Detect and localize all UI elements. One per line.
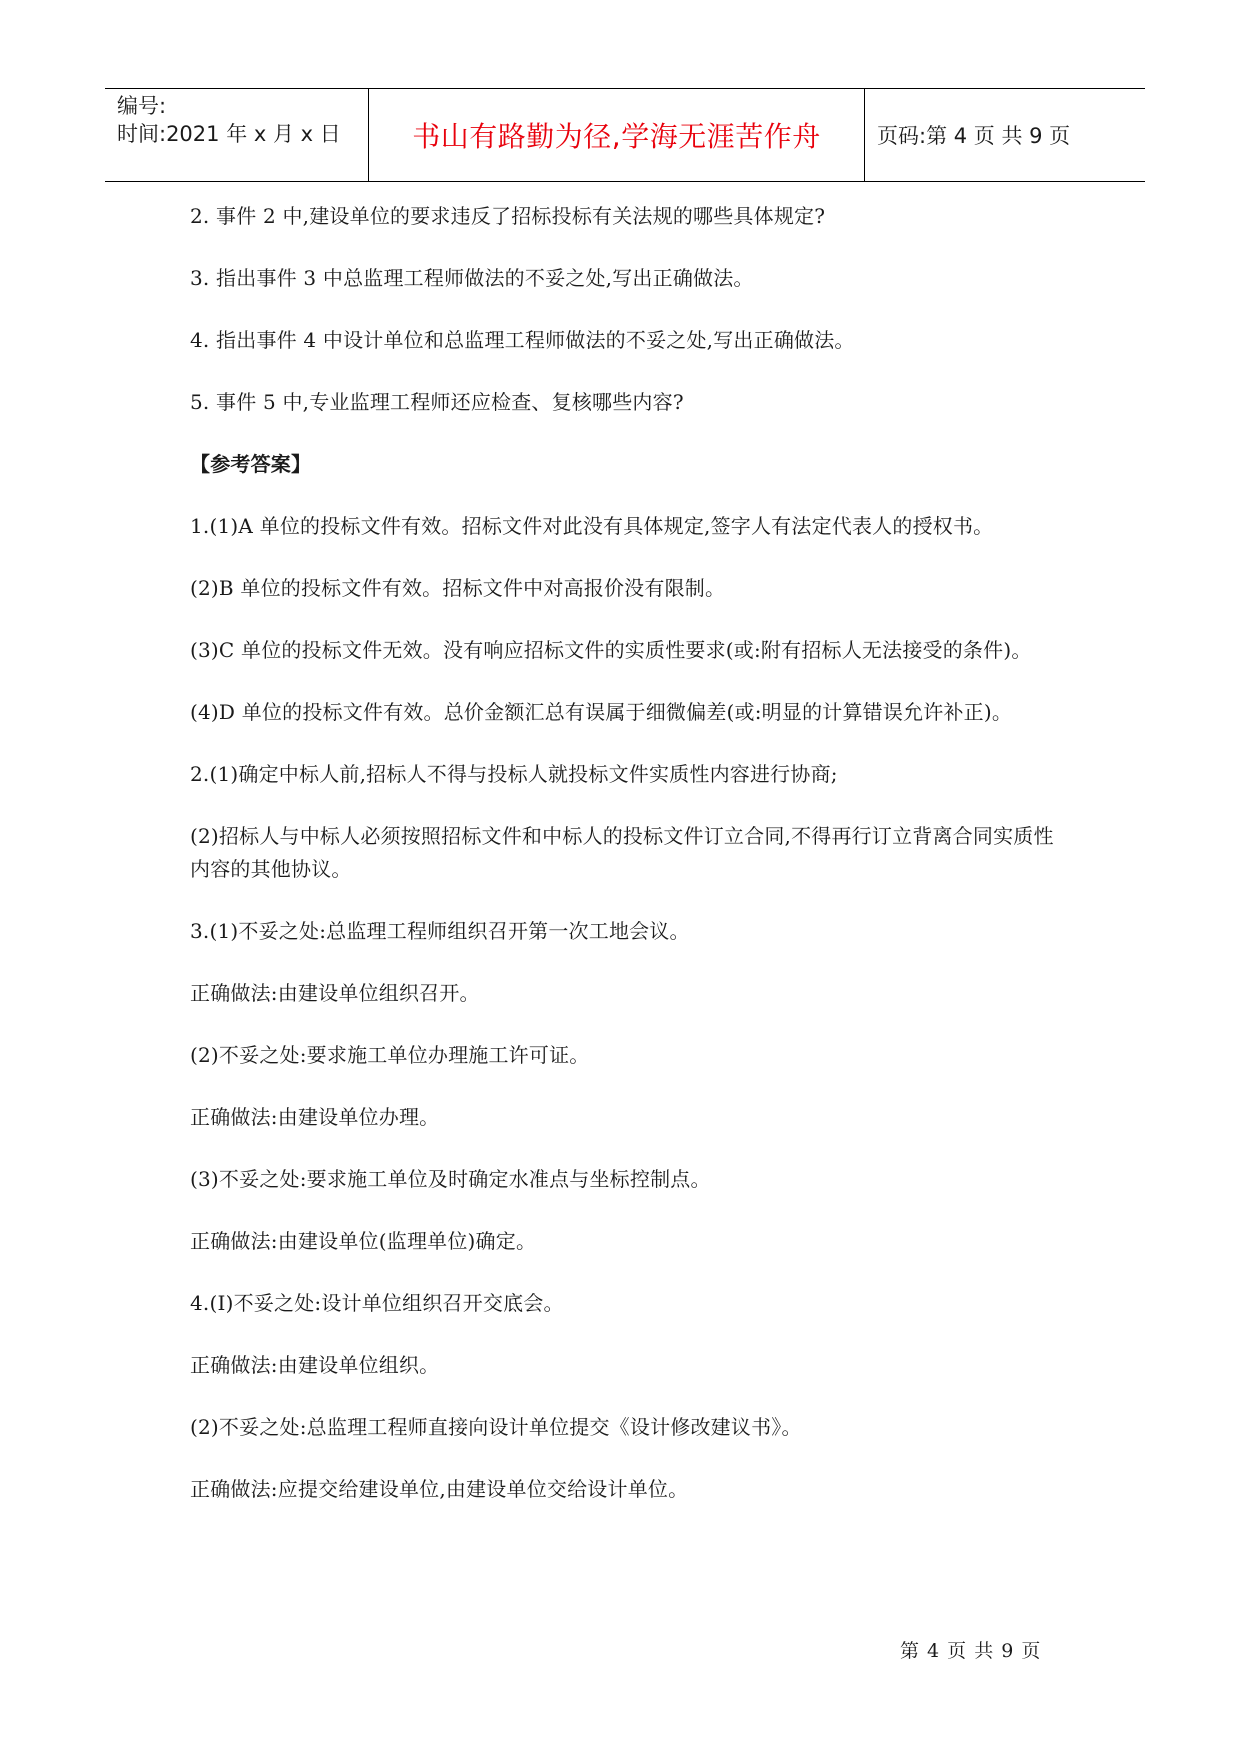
answer-heading: 【参考答案】 [190,452,312,476]
page-footer: 第 4 页 共 9 页 [900,1640,1041,1662]
header-meta [105,89,369,181]
answer-paragraph: 正确做法:由建设单位组织。 [190,1353,440,1377]
question-2: 2. 事件 2 中,建设单位的要求违反了招标投标有关法规的哪些具体规定? [190,204,826,228]
document-time-label: 时间:2021 年 x 月 x 日 [117,122,341,146]
question-4: 4. 指出事件 4 中设计单位和总监理工程师做法的不妥之处,写出正确做法。 [190,328,855,352]
answer-paragraph: 正确做法:应提交给建设单位,由建设单位交给设计单位。 [190,1477,689,1501]
answer-paragraph: (3)C 单位的投标文件无效。没有响应招标文件的实质性要求(或:附有招标人无法接受的条件)。 [190,638,1032,662]
document-number-label: 编号: [117,94,167,118]
answer-paragraph: (2)招标人与中标人必须按照招标文件和中标人的投标文件订立合同,不得再行订立背离合同实质性内容的其他协议。 [190,824,1054,881]
question-5: 5. 事件 5 中,专业监理工程师还应检查、复核哪些内容? [190,390,684,414]
answer-paragraph: 4.(I)不妥之处:设计单位组织召开交底会。 [190,1291,564,1315]
answer-paragraph: (4)D 单位的投标文件有效。总价金额汇总有误属于细微偏差(或:明显的计算错误允许补正)。 [190,700,1013,724]
header-page-info: 页码:第 4 页 共 9 页 [877,124,1071,148]
answer-paragraph: (3)不妥之处:要求施工单位及时确定水准点与坐标控制点。 [190,1167,711,1191]
answer-paragraph: 正确做法:由建设单位办理。 [190,1105,440,1129]
answer-paragraph: 正确做法:由建设单位组织召开。 [190,981,480,1005]
answer-paragraph: (2)不妥之处:要求施工单位办理施工许可证。 [190,1043,590,1067]
document-header [105,88,1145,182]
answer-paragraph: (2)不妥之处:总监理工程师直接向设计单位提交《设计修改建议书》。 [190,1415,802,1439]
document-body [190,200,1070,1535]
header-motto: 书山有路勤为径,学海无涯苦作舟 [369,89,865,181]
answer-paragraph: 3.(1)不妥之处:总监理工程师组织召开第一次工地会议。 [190,919,690,943]
answer-paragraph: 2.(1)确定中标人前,招标人不得与投标人就投标文件实质性内容进行协商; [190,762,838,786]
answer-paragraph: (2)B 单位的投标文件有效。招标文件中对高报价没有限制。 [190,576,726,600]
answer-paragraph: 1.(1)A 单位的投标文件有效。招标文件对此没有具体规定,签字人有法定代表人的授权书。 [190,514,994,538]
question-3: 3. 指出事件 3 中总监理工程师做法的不妥之处,写出正确做法。 [190,266,754,290]
answer-paragraph: 正确做法:由建设单位(监理单位)确定。 [190,1229,537,1253]
